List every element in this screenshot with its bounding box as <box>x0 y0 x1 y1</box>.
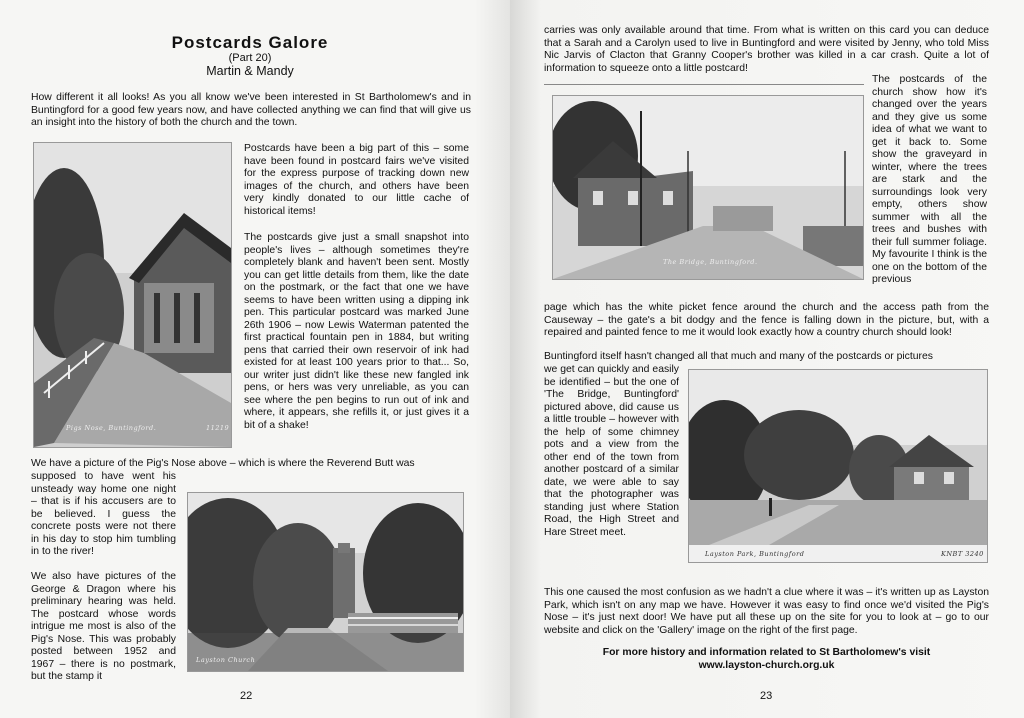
layston-park-photo <box>688 369 988 563</box>
intro-paragraph: How different it all looks! As you all know we've been interested in St Bartholomew's and in Buntingford for a good few years now, and have collected anything we can find that will give us an insight into the history of both the church and the town. <box>31 92 471 128</box>
pigs-nose-caption: Pigs Nose, Buntingford. <box>66 424 157 432</box>
paragraph-bridge-identified: we get can quickly and easily be identified – but the one of 'The Bridge, Buntingford' pictured above, did cause us a little trouble – however with the help of some chimney pots and a view from the other end of the town from another postcard of a similar date, we were able to say that the photographer was standing just where Station Road, the High Street and Hare Street meet. <box>544 364 679 538</box>
divider-rule <box>544 84 864 85</box>
bridge-buntingford-photo <box>552 95 864 280</box>
article-authors: Martin & Mandy <box>206 64 294 78</box>
pigs-nose-code: 11219 <box>206 424 230 432</box>
article-part: (Part 20) <box>228 52 272 64</box>
paragraph-layston-park: This one caused the most confusion as we hadn't a clue where it was – it's written up as Layston Park, which isn't on any map we have. However it was easy to find once we'd visited the Pig's Nose – it's just next door! We have put all these up on the site for you to look at – go to our website and click on the 'Gallery' image on the right of the first page. <box>544 587 989 636</box>
paragraph-pigs-nose-lead: We have a picture of the Pig's Nose above – which is where the Reverend Butt was <box>31 458 415 469</box>
page-number-left: 22 <box>240 690 253 702</box>
paragraph-george-dragon: We also have pictures of the George & Dragon where his preliminary hearing was held. The postcard whose words intrigue me most is also of the Pig's Nose. This was probably posted between 1952 and 1967 – there is no postmark, but the stamp it <box>31 571 176 682</box>
paragraph-postcards-sources: Postcards have been a big part of this – some have been found in postcard fairs we've visited for the express purpose of tracking down new images of the church, and others have been very kindly donated to our little cache of historical items! <box>244 143 469 217</box>
paragraph-church-postcards: The postcards of the church show how it's changed over the years and they give us some idea of what we want to get it back to. Some show the graveyard in winter, where the trees are stark and the surroundings look very empty, others show summer with all the trees and bushes with their full summer foliage. My favourite I think is the one on the bottom of the previous <box>872 74 987 285</box>
layston-park-caption: Layston Park, Buntingford <box>705 550 805 558</box>
layston-church-caption: Layston Church <box>196 656 256 664</box>
layston-park-code: KNBT 3240 <box>941 550 984 558</box>
paragraph-snapshot: The postcards give just a small snapshot into people's lives – although sometimes they're completely blank and haven't been sent. Mostly you can get little details from them, like the date on the postmark, or the fact that one we have seems to have been written using a dipping ink pen. This particular postcard was marked June 26th 1906 – now Lewis Waterman patented the first practical fountain pen in 1884, but writing pens that carried their own reservoir of ink had existed for at least 100 years prior to that... So, our writer just didn't like these new fangled ink pens, or hers was very unreliable, as you can see where the pen begins to run out of ink and where, it appears, she refills it, or just gives it a bit of a shake! <box>244 232 469 431</box>
bridge-caption: The Bridge, Buntingford. <box>663 258 758 266</box>
footer-line-1: For more history and information related to St Bartholomew's visit <box>602 647 931 658</box>
paragraph-card-message: carries was only available around that time. From what is written on this card you can deduce that a Sarah and a Carolyn used to live in Buntingford and were visited by Jenny, who told Miss Nic Jarvis of Clacton that Granny Cooper's brother was killed in a car crash. Quite a lot of information to squeeze onto a little postcard! <box>544 25 989 74</box>
paragraph-reverend-butt: supposed to have went his unsteady way home one night – that is if his accusers are to be believed. I guess the concrete posts were not there in his day to stop him tumbling in to the river! <box>31 471 176 557</box>
page-22 <box>0 0 510 718</box>
article-title: Postcards Galore <box>171 33 329 52</box>
page-number-right: 23 <box>760 690 773 702</box>
paragraph-buntingford-lead: Buntingford itself hasn't changed all that much and many of the postcards or pictures <box>544 351 933 362</box>
page-23 <box>510 0 1024 718</box>
layston-church-photo <box>187 492 464 672</box>
paragraph-picket-fence: page which has the white picket fence around the church and the access path from the Causeway – the gate's a bit dodgy and the fence is falling down in the picture, but, with a repaired and painted fence to me it would look exactly how a country church should look! <box>544 302 989 338</box>
website-link[interactable]: www.layston-church.org.uk <box>698 660 835 671</box>
pigs-nose-photo <box>33 142 232 448</box>
